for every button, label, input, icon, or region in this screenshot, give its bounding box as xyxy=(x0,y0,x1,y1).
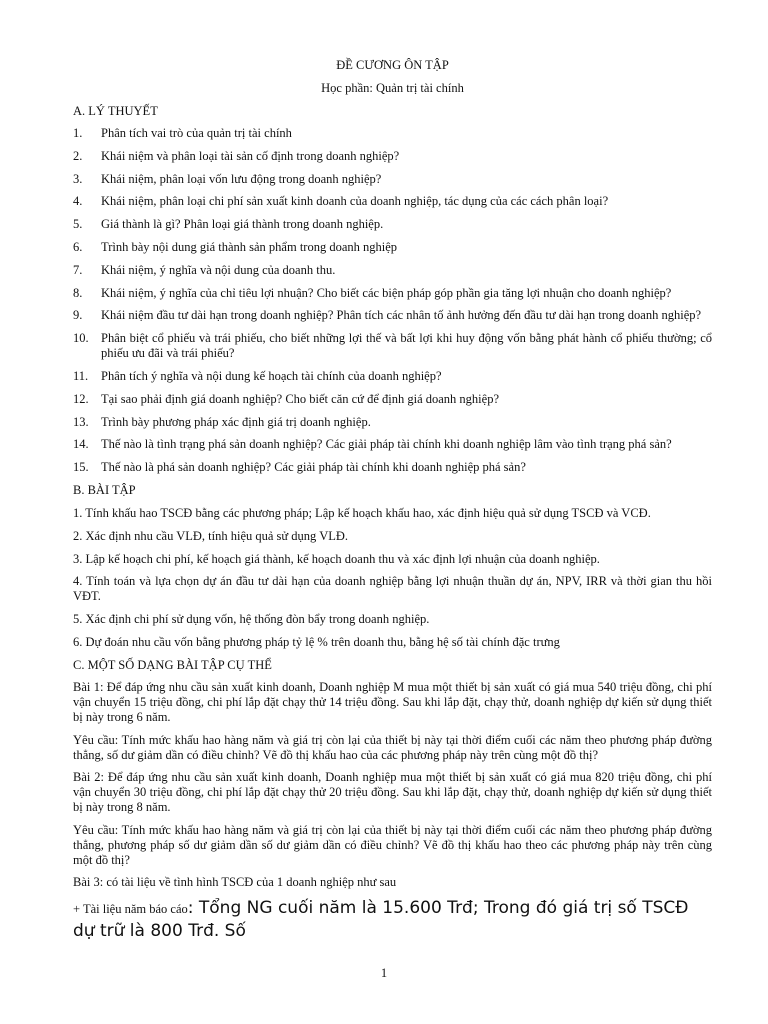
report-data-label: + Tài liệu năm báo cáo xyxy=(73,902,188,917)
page-number: 1 xyxy=(380,966,388,980)
exercise-item: 1. Tính khấu hao TSCĐ bằng các phương pháp; Lập kế hoạch khấu hao, xác định hiệu quả sử dụng TSCĐ và VCĐ. xyxy=(73,505,651,520)
theory-item xyxy=(73,240,712,255)
exercise-list xyxy=(73,506,712,650)
theory-item xyxy=(73,460,712,475)
exercise-item: 2. Xác định nhu cầu VLĐ, tính hiệu quả sử dụng VLĐ. xyxy=(73,528,349,543)
theory-item-text: Khái niệm đầu tư dài hạn trong doanh nghiệp? Phân tích các nhân tố ảnh hưởng đến đầu tư dài hạn trong doanh nghiệp? xyxy=(101,308,702,323)
theory-item-number: 13. xyxy=(73,414,89,429)
theory-item xyxy=(73,126,712,141)
theory-item xyxy=(73,194,712,209)
theory-item-number: 12. xyxy=(73,391,89,406)
report-data-line xyxy=(73,897,712,943)
theory-item-text: Khái niệm, phân loại vốn lưu động trong doanh nghiệp? xyxy=(101,171,382,186)
theory-item-number: 1. xyxy=(73,126,83,140)
report-data-text: : Tổng NG cuối năm là 15.600 Trđ; Trong đó giá trị số TSCĐ dự trữ là 800 Trđ. Số xyxy=(73,898,689,942)
theory-list xyxy=(73,126,712,475)
problem-paragraph: Bài 1: Để đáp ứng nhu cầu sản xuất kinh doanh, Doanh nghiệp M mua một thiết bị sản xuất có giá mua 540 triệu đồng, chi phí vận chuyển 15 triệu đồng, chi phí lắp đặt chạy thử 14 triệu đồng. Sau khi lắp đặt, chạy thử, doanh nghiệp dự kiến sử dụng thiết bị này trong 6 năm. xyxy=(73,680,712,725)
theory-item-number: 14. xyxy=(73,437,89,452)
theory-item xyxy=(73,286,712,301)
problem-paragraph: Bài 2: Để đáp ứng nhu cầu sản xuất kinh doanh, Doanh nghiệp mua một thiết bị sản xuất có giá mua 820 triệu đồng, chi phí vận chuyển 30 triệu đồng, chi phí lắp đặt chạy thử 20 triệu đồng. Sau khi lắp đặt, chạy thử, doanh nghiệp dự kiến sử dụng thiết bị này trong 8 năm. xyxy=(73,770,712,815)
theory-item-number: 6. xyxy=(73,239,83,254)
theory-item-number: 9. xyxy=(73,308,83,323)
theory-item-text: Tại sao phải định giá doanh nghiệp? Cho biết căn cứ để định giá doanh nghiệp? xyxy=(101,391,499,406)
exercise-item: 4. Tính toán và lựa chọn dự án đầu tư dài hạn của doanh nghiệp bằng lợi nhuận thuần dự án, NPV, IRR và thời gian thu hồi VĐT. xyxy=(73,574,712,604)
section-heading-theory: A. LÝ THUYẾT xyxy=(73,104,158,118)
theory-item-text: Trình bày nội dung giá thành sản phẩm trong doanh nghiệp xyxy=(101,239,398,254)
theory-item-number: 15. xyxy=(73,460,89,475)
theory-item-text: Phân tích ý nghĩa và nội dung kế hoạch tài chính của doanh nghiệp? xyxy=(101,368,442,383)
exercise-item: 6. Dự đoán nhu cầu vốn bằng phương pháp tỷ lệ % trên doanh thu, bằng hệ số tài chính đặc trưng xyxy=(73,634,560,649)
theory-item-text: Phân biệt cổ phiếu và trái phiếu, cho biết những lợi thế và bất lợi khi huy động vốn bằng phát hành cổ phiếu thường; cổ phiếu ưu đãi và trái phiếu? xyxy=(101,331,712,361)
document-title: ĐỀ CƯƠNG ÔN TẬP xyxy=(336,58,449,72)
theory-item-text: Trình bày phương pháp xác định giá trị doanh nghiệp. xyxy=(101,414,371,429)
problem-paragraph: Yêu cầu: Tính mức khấu hao hàng năm và giá trị còn lại của thiết bị này tại thời điểm cuối các năm theo phương pháp đường thẳng, số dư giảm dần có điều chỉnh? Vẽ đồ thị khấu hao của các phương pháp này trên cùng một đồ thị? xyxy=(73,732,712,762)
theory-item-text: Khái niệm, ý nghĩa và nội dung của doanh thu. xyxy=(101,262,336,277)
theory-item xyxy=(73,172,712,187)
problem-list xyxy=(73,680,712,890)
theory-item-text: Khái niệm, phân loại chi phí sản xuất kinh doanh của doanh nghiệp, tác dụng của các cách phân loại? xyxy=(101,194,609,209)
theory-item-text: Giá thành là gì? Phân loại giá thành trong doanh nghiệp. xyxy=(101,217,384,232)
problem-paragraph: Bài 3: có tài liệu về tình hình TSCĐ của 1 doanh nghiệp như sau xyxy=(73,875,397,890)
exercise-item: 5. Xác định chi phí sử dụng vốn, hệ thống đòn bẩy trong doanh nghiệp. xyxy=(73,612,430,627)
theory-item-text: Thế nào là tình trạng phá sản doanh nghiệp? Các giải pháp tài chính khi doanh nghiệp lâm vào tình trạng phá sản? xyxy=(101,437,672,452)
theory-item-text: Phân tích vai trò của quản trị tài chính xyxy=(101,126,292,140)
theory-item xyxy=(73,369,712,384)
theory-item-number: 8. xyxy=(73,285,83,300)
theory-item-number: 4. xyxy=(73,194,83,209)
theory-item-number: 5. xyxy=(73,217,83,232)
document-page xyxy=(73,0,712,943)
theory-item xyxy=(73,149,712,164)
theory-item-number: 2. xyxy=(73,148,83,163)
document-subtitle: Học phần: Quản trị tài chính xyxy=(321,81,464,95)
theory-item xyxy=(73,217,712,232)
theory-item xyxy=(73,308,712,323)
problem-paragraph: Yêu cầu: Tính mức khấu hao hàng năm và giá trị còn lại của thiết bị này tại thời điểm cuối các năm theo phương pháp đường thẳng, phương pháp số dư giảm dần số dư giảm dần có điều chỉnh? Vẽ đồ thị khấu hao theo các phương pháp này trên cùng một đồ thị? xyxy=(73,822,712,867)
theory-item-text: Khái niệm và phân loại tài sản cố định trong doanh nghiệp? xyxy=(101,148,400,163)
theory-item-number: 7. xyxy=(73,262,83,277)
section-heading-exercises: B. BÀI TẬP xyxy=(73,483,136,498)
theory-item xyxy=(73,392,712,407)
theory-item-text: Thế nào là phá sản doanh nghiệp? Các giải pháp tài chính khi doanh nghiệp phá sản? xyxy=(101,460,526,475)
theory-item xyxy=(73,331,712,361)
theory-item xyxy=(73,263,712,278)
theory-item xyxy=(73,415,712,430)
theory-item-number: 11. xyxy=(73,368,89,383)
theory-item-number: 3. xyxy=(73,171,83,186)
exercise-item: 3. Lập kế hoạch chi phí, kế hoạch giá thành, kế hoạch doanh thu và xác định lợi nhuận của doanh nghiệp. xyxy=(73,551,600,566)
theory-item-text: Khái niệm, ý nghĩa của chỉ tiêu lợi nhuận? Cho biết các biện pháp góp phần gia tăng lợi nhuận cho doanh nghiệp? xyxy=(101,285,672,300)
section-heading-problems: C. MỘT SỐ DẠNG BÀI TẬP CỤ THỂ xyxy=(73,657,272,672)
theory-item xyxy=(73,437,712,452)
theory-item-number: 10. xyxy=(73,331,89,346)
